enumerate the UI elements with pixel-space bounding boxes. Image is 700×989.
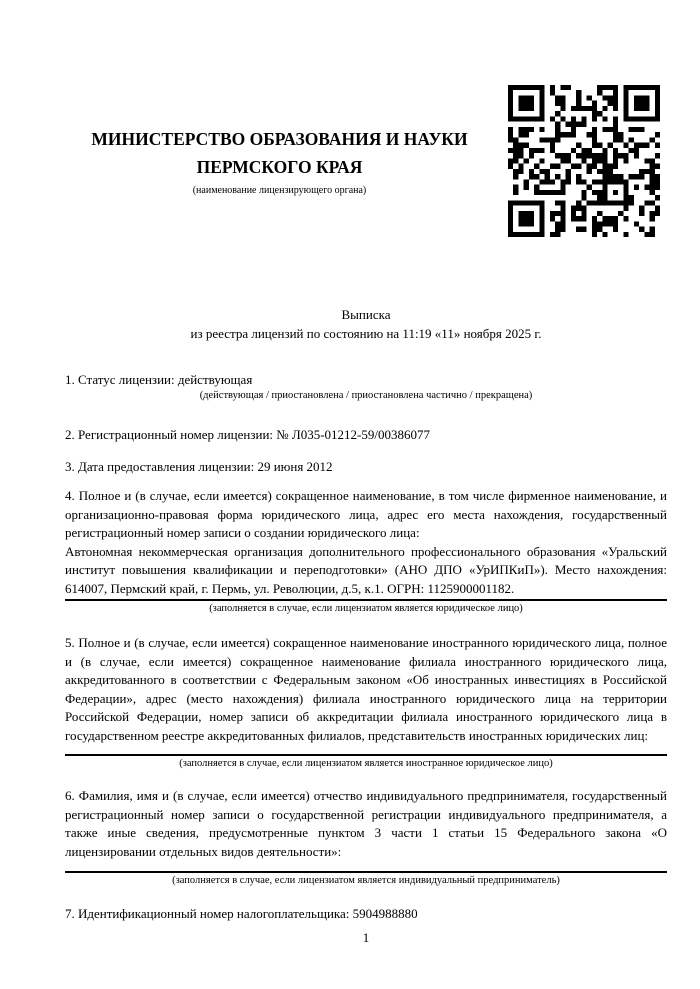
foreign-entity-caption: (заполняется в случае, если лицензиатом является иностранное юридическое лицо): [179, 758, 553, 769]
ministry-name-line1: МИНИСТЕРСТВО ОБРАЗОВАНИЯ И НАУКИ: [91, 129, 468, 149]
document-title: [65, 305, 667, 343]
divider-line-individual-entrepreneur: [65, 871, 667, 873]
qr-code: [508, 85, 660, 237]
item-5-foreign-entity-section: [65, 634, 667, 771]
licensing-authority-caption: (наименование лицензирующего органа): [192, 185, 367, 196]
item-3-grant-date: 3. Дата предоставления лицензии: 29 июня 2012: [65, 459, 333, 474]
status-options-caption: (действующая / приостановлена / приостановлена частично / прекращена): [199, 390, 533, 401]
document-title-line1: Выписка: [341, 307, 391, 322]
item-6-individual-entrepreneur-label: 6. Фамилия, имя и (в случае, если имеется) отчество индивидуального предпринимателя, государственный регистрационный номер записи о государственной регистрации индивидуального предпринимателя, а также иные сведения, предусмотренные пунктом 3 части 1 статьи 15 Федерального закона «О лицензировании отдельных видов деятельности»:: [65, 788, 667, 859]
ministry-name-line2: ПЕРМСКОГО КРАЯ: [196, 157, 363, 177]
item-5-foreign-entity-label: 5. Полное и (в случае, если имеется) сокращенное наименование иностранного юридического лица, полное и (в случае, если имеется) сокращенное наименование филиала иностранного юридического лица, аккредитованного в соответствии с Федеральным законом «Об иностранных инвестициях в Российской Федерации», адрес (место нахождения) филиала иностранного юридического лица на территории Российской Федерации, номер записи об аккредитации филиала иностранного юридического лица в государственном реестре аккредитованных филиалов, представительств иностранных юридических лиц:: [65, 635, 667, 743]
ministry-name: [65, 125, 494, 181]
item-2-registration-number: 2. Регистрационный номер лицензии: № Л035-01212-59/00386077: [65, 427, 431, 442]
licensing-authority-block: [65, 125, 508, 197]
document-header: [65, 85, 667, 237]
qr-code-image: [508, 85, 660, 237]
individual-entrepreneur-caption: (заполняется в случае, если лицензиатом является индивидуальный предприниматель): [172, 875, 560, 886]
document-title-line2: из реестра лицензий по состоянию на 11:19 «11» ноября 2025 г.: [190, 326, 542, 341]
legal-entity-caption: (заполняется в случае, если лицензиатом является юридическое лицо): [209, 603, 523, 614]
item-4-legal-entity-value: Автономная некоммерческая организация дополнительного профессионального образования «Уральский институт повышения квалификации и переподготовки» (АНО ДПО «УрИПКиП»). Место нахождения: 614007, Пермский край, г. Пермь, ул. Революции, д.5, к.1. ОГРН: 1125900001182.: [65, 543, 667, 596]
item-1-license-status: 1. Статус лицензии: действующая: [65, 372, 253, 387]
divider-line-legal-entity: [65, 599, 667, 601]
item-4-legal-entity-label: 4. Полное и (в случае, если имеется) сокращенное наименование, в том числе фирменное наименование, и организационно-правовая форма юридического лица, адрес его места нахождения, государственный регистрационный номер записи о создании юридического лица:: [65, 488, 667, 540]
item-6-individual-entrepreneur-section: [65, 787, 667, 888]
divider-line-foreign-entity: [65, 754, 667, 756]
item-7-taxpayer-number: 7. Идентификационный номер налогоплательщика: 5904988880: [65, 906, 418, 921]
item-4-legal-entity-section: [65, 487, 667, 616]
page-number: 1: [362, 930, 370, 945]
